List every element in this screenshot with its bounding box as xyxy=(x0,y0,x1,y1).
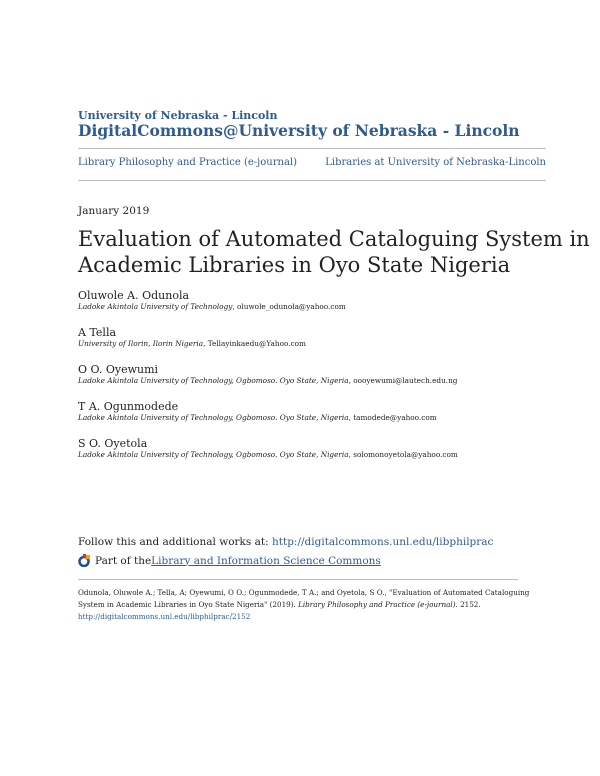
author-list xyxy=(78,289,458,474)
author-name: T A. Ogunmodede xyxy=(78,400,179,413)
author-affiliation xyxy=(78,302,458,311)
author xyxy=(78,363,458,400)
affiliation: Ladoke Akintola University of Technology, Ogbomoso. Oyo State, Nigeria xyxy=(78,450,349,459)
author-affiliation xyxy=(78,376,458,385)
email: , tamodede@yahoo.com xyxy=(348,413,437,422)
author-affiliation xyxy=(78,413,458,422)
repository-name[interactable]: DigitalCommons@University of Nebraska - Lincoln xyxy=(78,121,520,140)
title-line: Academic Libraries in Oyo State Nigeria xyxy=(78,253,511,277)
institution-name[interactable]: University of Nebraska - Lincoln xyxy=(78,109,278,122)
email: , oooyewumi@lautech.edu.ng xyxy=(348,376,458,385)
follow-link[interactable]: http://digitalcommons.unl.edu/libphilprac xyxy=(272,536,494,548)
citation-text: System in Academic Libraries in Oyo State Nigeria" (2019). xyxy=(78,600,299,609)
affiliation: Ladoke Akintola University of Technology, Ogbomoso. Oyo State, Nigeria xyxy=(78,413,349,422)
divider xyxy=(78,148,546,149)
journal-link[interactable]: Library Philosophy and Practice (e-journal) xyxy=(78,157,298,168)
author-name: S O. Oyetola xyxy=(78,437,148,450)
author-name: Oluwole A. Odunola xyxy=(78,289,190,302)
divider xyxy=(78,579,518,580)
citation-journal: Library Philosophy and Practice (e-journal) xyxy=(298,600,456,609)
email: , Tellayinkaedu@Yahoo.com xyxy=(203,339,306,348)
follow-label: Follow this and additional works at: xyxy=(78,536,272,548)
affiliation: University of Ilorin, Ilorin Nigeria xyxy=(78,339,204,348)
citation-line: Odunola, Oluwole A.; Tella, A; Oyewumi, O O.; Ogunmodede, T A.; and Oyetola, S O., "Evaluation of Automated Cataloguing xyxy=(78,588,530,597)
part-of-line xyxy=(78,554,381,567)
libraries-link[interactable]: Libraries at University of Nebraska-Lincoln xyxy=(325,157,546,168)
paper-title xyxy=(78,226,590,278)
author-name: A Tella xyxy=(78,326,117,339)
affiliation: Ladoke Akintola University of Technology, Ogbomoso. Oyo State, Nigeria xyxy=(78,376,349,385)
author xyxy=(78,326,458,363)
follow-line xyxy=(78,536,493,548)
email: , oluwole_odunola@yahoo.com xyxy=(232,302,346,311)
citation xyxy=(78,587,529,623)
citation-url[interactable]: http://digitalcommons.unl.edu/libphilprac/2152 xyxy=(78,612,251,621)
author xyxy=(78,289,458,326)
citation-line xyxy=(78,599,529,611)
citation-number: . 2152. xyxy=(455,600,481,609)
part-of-label: Part of the xyxy=(95,554,152,567)
author-name: O O. Oyewumi xyxy=(78,363,159,376)
title-line: Evaluation of Automated Cataloguing System in xyxy=(78,227,590,251)
publication-date: January 2019 xyxy=(78,205,150,217)
divider xyxy=(78,180,546,181)
affiliation: Ladoke Akintola University of Technology xyxy=(78,302,233,311)
commons-network-icon xyxy=(78,554,91,567)
author xyxy=(78,400,458,437)
author-affiliation xyxy=(78,339,458,348)
author xyxy=(78,437,458,474)
author-affiliation xyxy=(78,450,458,459)
email: , solomonoyetola@yahoo.com xyxy=(348,450,458,459)
commons-link[interactable]: Library and Information Science Commons xyxy=(151,554,381,567)
